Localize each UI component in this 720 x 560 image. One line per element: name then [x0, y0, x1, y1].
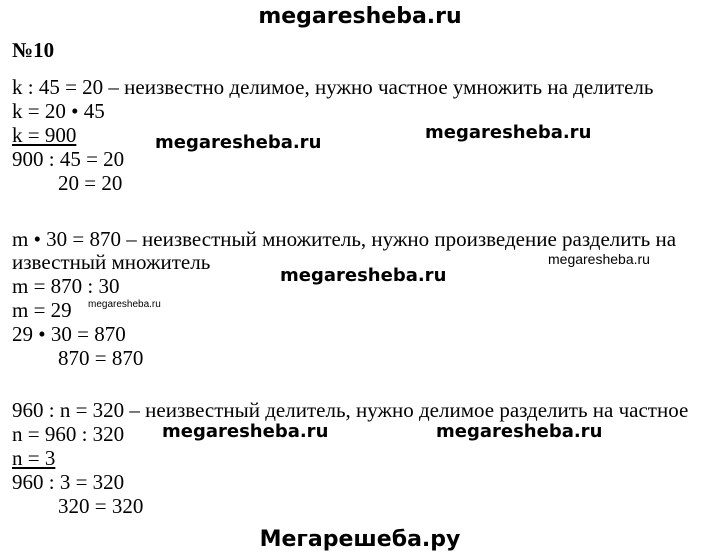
site-watermark-header: megaresheba.ru [258, 4, 462, 29]
task-number: №10 [12, 38, 55, 62]
watermark: megaresheba.ru [155, 132, 322, 153]
watermark: megaresheba.ru [436, 421, 603, 442]
block1-line4: 900 : 45 = 20 [12, 147, 125, 171]
block2-line3: m = 870 : 30 [12, 274, 120, 298]
watermark: megaresheba.ru [548, 251, 650, 267]
block2-line5: 29 • 30 = 870 [12, 322, 126, 346]
block1-line2: k = 20 • 45 [12, 99, 105, 123]
block1-line5: 20 = 20 [58, 171, 123, 195]
block2-line6: 870 = 870 [58, 346, 144, 370]
block2-line1: m • 30 = 870 – неизвестный множитель, нужно произведение разделить на [12, 227, 677, 251]
block2-line4: m = 29 [12, 298, 72, 322]
block2-line2: известный множитель [12, 250, 211, 274]
watermark: megaresheba.ru [88, 299, 161, 310]
block3-line4: 960 : 3 = 320 [12, 470, 125, 494]
watermark: megaresheba.ru [280, 265, 447, 286]
block3-line3: n = 3 [12, 446, 56, 470]
site-watermark-footer: Мегарешеба.ру [259, 527, 461, 552]
watermark: megaresheba.ru [425, 122, 592, 143]
block3-line5: 320 = 320 [58, 494, 144, 518]
block3-line2: n = 960 : 320 [12, 422, 125, 446]
block3-line1: 960 : n = 320 – неизвестный делитель, нужно делимое разделить на частное [12, 398, 689, 422]
block1-line3: k = 900 [12, 123, 77, 147]
block1-line1: k : 45 = 20 – неизвестно делимое, нужно частное умножить на делитель [12, 75, 654, 99]
watermark: megaresheba.ru [162, 421, 329, 442]
